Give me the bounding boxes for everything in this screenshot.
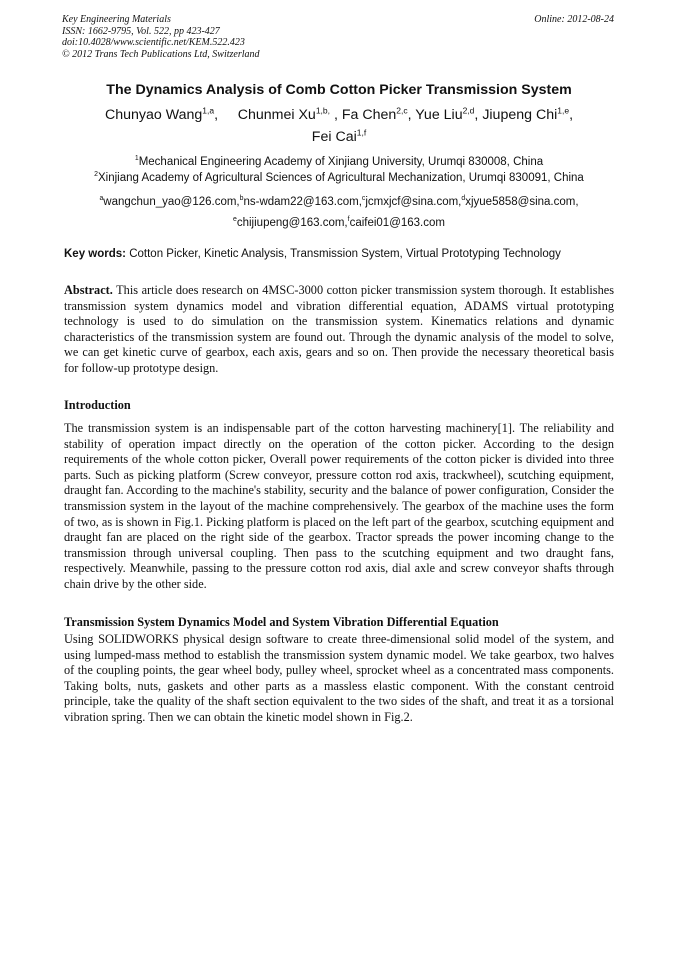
author-sup: 1,e [557,105,570,116]
author-name: Yue Liu [415,107,463,123]
dynamics-section-heading: Transmission System Dynamics Model and System Vibration Differential Equation [64,615,499,629]
email-address[interactable]: wangchun_yao@126.com, [103,196,240,208]
author-sep: , [330,107,342,123]
issn-line: ISSN: 1662-9795, Vol. 522, pp 423-427 [62,25,220,37]
paper-title: The Dynamics Analysis of Comb Cotton Picker Transmission System [106,82,572,98]
online-date: Online: 2012-08-24 [534,14,614,25]
email-line [40,213,638,234]
author-name: Chunyao Wang [104,107,203,123]
copyright-line: © 2012 Trans Tech Publications Ltd, Switzerland [62,48,260,60]
affiliation-item [40,154,638,170]
author-sup: 1,a [202,105,215,116]
author-name: Fa Chen [341,107,397,123]
email-sup: e [233,216,237,224]
abstract-label: Abstract. [64,283,113,297]
introduction-text: The transmission system is an indispensable part of the cotton harvesting machinery[1]. The reliability and stability of operation impact directly on the operation of the cotton picker. According to the design requirements of the whole cotton picker, Overall power requirements of the cotton picker is divided into three parts. Such as picking platform (Screw conveyor, pressure cotton rod axis, trackwheel), scutching equipment, draught fan. According to the machine's stability, security and the balance of power configuration, Consider the transmission system in the layout of the machine comprehensively. The gearbox of the machine uses the form of two, as is shown in Fig.1. Picking platform is placed on the left part of the gearbox, scutching equipment and draught fan are placed on the right side of the gearbox. Tractor spreads the power incoming change to the transmission through universal coupling. Then pass to the scutching equipment and two draught fans, respectively. Meanwhile, passing to the pressure cotton rod axis, dial axle and screw conveyor shafts through chain drive by the other side. [64,421,614,591]
email-address[interactable]: xjyue5858@sina.com, [465,196,579,208]
author-sup: 2,d [462,105,475,116]
author-sep: , [407,107,416,123]
email-address[interactable]: jcmxjcf@sina.com, [365,196,462,208]
affiliations [40,154,638,186]
email-address[interactable]: chijiupeng@163.com, [236,217,348,229]
author-list [40,104,638,148]
author-sep: , [474,107,483,123]
author-name: Jiupeng Chi [482,107,558,123]
doi-line[interactable]: doi:10.4028/www.scientific.net/KEM.522.423 [62,37,245,48]
email-address[interactable]: caifei01@163.com [349,217,445,229]
introduction-heading: Introduction [64,398,131,412]
author-name: Fei Cai [311,129,357,145]
keywords-text: Cotton Picker, Kinetic Analysis, Transmission System, Virtual Prototyping Technology [129,248,561,260]
author-name: Chunmei Xu [237,107,316,123]
affiliation-sup: 1 [134,155,139,163]
keywords [64,248,624,260]
email-sup: a [99,195,104,203]
email-list [40,192,638,234]
email-sup: f [347,216,350,224]
affiliation-item [40,170,638,186]
email-address[interactable]: ns-wdam22@163.com, [243,196,362,208]
keywords-label: Key words: [64,248,126,260]
email-sup: b [239,195,244,203]
abstract [64,283,614,377]
author-sep: , [569,107,574,123]
journal-name: Key Engineering Materials [62,14,171,25]
abstract-text: This article does research on 4MSC-3000 cotton picker transmission system thorough. It establishes transmission system dynamics model and vibration differential equation, ADAMS virtual prototyping technology is used to do simulation on the transmission system. Kinematics relations and dynamic characteristics of the transmission system are found out. Through the dynamic analysis of the model to solve, we can get kinetic curve of gearbox, each axis, gears and so on. Then provide the necessary theoretical basis for follow-up prototype design. [64,283,614,375]
email-sup: d [461,195,466,203]
dynamics-section-text: Using SOLIDWORKS physical design software to create three-dimensional solid model of the system, and using lumped-mass method to establish the transmission system dynamic model. We take gearbox, two halves of the coupling points, the gear wheel body, pulley wheel, sprocket wheel as a concentrated mass components. Taking bolts, nuts, gaskets and other parts as a massless elastic component. With the constant centroid principle, take the quality of the shaft section equivalent to the two sides of the shaft, and treat it as a torsional vibration spring. Then we can obtain the kinetic model shown in Fig.2. [64,632,614,724]
author-sep: , [214,107,234,123]
email-sup: c [361,195,366,203]
author-sup: 1,b, [315,105,331,116]
affiliation-text: Mechanical Engineering Academy of Xinjiang University, Urumqi 830008, China [138,156,544,168]
affiliation-text: Xinjiang Academy of Agricultural Sciences of Agricultural Mechanization, Urumqi 830091, China [98,172,584,184]
journal-header [62,14,260,60]
author-sup: 2,c [396,105,408,116]
email-line [40,192,638,213]
author-sup: 1,f [356,127,367,138]
affiliation-sup: 2 [94,171,98,179]
